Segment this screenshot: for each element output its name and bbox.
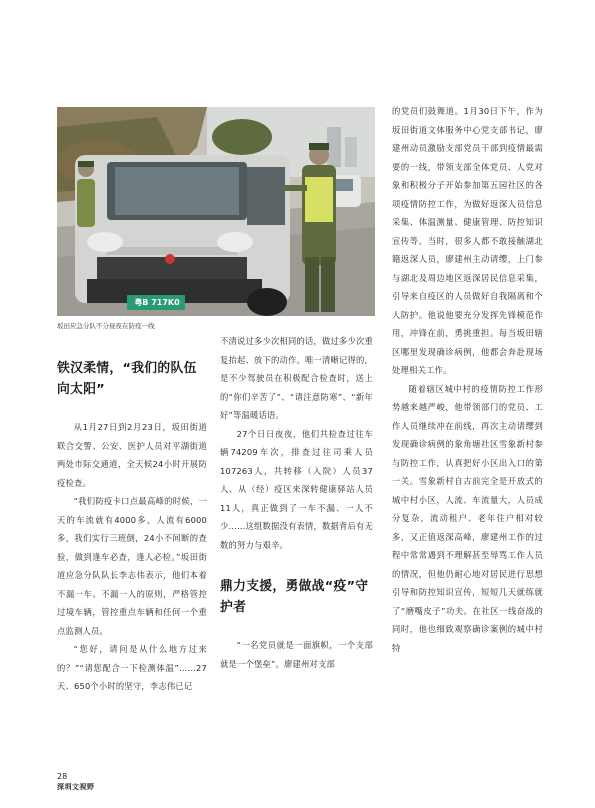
license-plate-text: 粤B 717K0	[134, 298, 180, 307]
article-photo	[57, 107, 375, 316]
paragraph: 从1月27日到2月23日，坂田街道联合交警、公安、医护人员对平湖街道两处市际交通道，全天候24小时开展防疫检查。	[57, 422, 207, 488]
page-number: 28	[57, 772, 68, 781]
paragraph: “您好，请问是从什么地方过来的？”“请您配合一下检测体温”……27天、650个小时的坚守，李志伟已记	[57, 644, 207, 691]
section-heading-1: 铁汉柔情，“我们的队伍向太阳”	[57, 361, 197, 397]
paragraph: 27个日日夜夜，他们共检查过往车辆74209车次，排查过往司乘人员107263人，共转移（入院）人员37人、从（经）疫区来深转健康驿站人员11人，真正做到了一车不漏、一人不少……这组数据没有表情，数据背后有无数的努力与艰辛。	[220, 428, 373, 550]
paragraph: 随着辖区城中村的疫情防控工作形势越来越严峻，他带领部门的党员、工作人员继续冲在前线，再次主动请缨到发现确诊病例的象角塘社区雪象新村参与防控工作，认真把好小区出入口的第一关。雪象新村自古前完全是开放式的城中村小区，人流、车流量大，人员成分复杂，流动租户、老年住户相对较多，又正值返深高峰，廖建州工作的过程中常常遇到不理解甚至辱骂工作人员的情况，但他仍耐心地对居民进行思想引导和防控知识宣传，短短几天就练就了“磨嘴皮子”功夫。在社区一线奋战的同时，他也细致观察确诊案例的城中村特	[392, 383, 543, 653]
article-column-1	[57, 358, 207, 696]
paragraph: 不清说过多少次相同的话，做过多少次重复抬起、放下的动作。唯一清晰记得的，是不少驾驶员在积极配合检查时，送上的“你们辛苦了”、“请注意防寒”、“新年好”等温暖话语。	[220, 336, 373, 420]
section-heading-2: 鼎力支援，勇做战“疫”守护者	[220, 579, 369, 615]
paragraph: “一名党员就是一面旗帜，一个支部就是一个堡垒”。廖建州对支部	[220, 640, 373, 669]
article-column-3	[392, 102, 543, 657]
paragraph: “我们防疫卡口点最高峰的时候，一天的车流就有4000多，人流有6000多，我们实行三班倒，24小不间断的查验，做到逢车必查，逢人必检。”坂田街道应急分队队长李志伟表示，他们本着不漏一车、不漏一人的原则，严格管控过境车辆，管控重点车辆和任何一个重点监测人员。	[57, 496, 207, 636]
photo-caption: 坂田应急分队不分昼夜在防疫一线	[57, 322, 155, 330]
article-column-2	[220, 332, 373, 673]
checkpoint-photo-illustration	[57, 107, 375, 316]
paragraph: 的党员们鼓舞道。1月30日下午，作为坂田街道文体服务中心党支部书记，廖建州动员激励支部党员干部到疫情最需要的一线，带领支部全体党员、人党对象和积极分子开始参加第五园社区的各项疫情防控工作，为做好返深人员信息采集、体温测量、健康管理、防控知识宣传等。当时，很多人都不敢接触湖北籍返深人员，廖建州主动请缨，上门参与湖北及周边地区返深居民信息采集，引导来自疫区的人员做好自我隔离和个人防护。他说他要充分发挥先锋模范作用，冲锋在前，勇挑重担。每当坂田辖区哪里发现确诊病例，他都会奔赴现场处理相关工作。	[392, 106, 543, 375]
magazine-name: 深圳文视野	[57, 782, 95, 791]
